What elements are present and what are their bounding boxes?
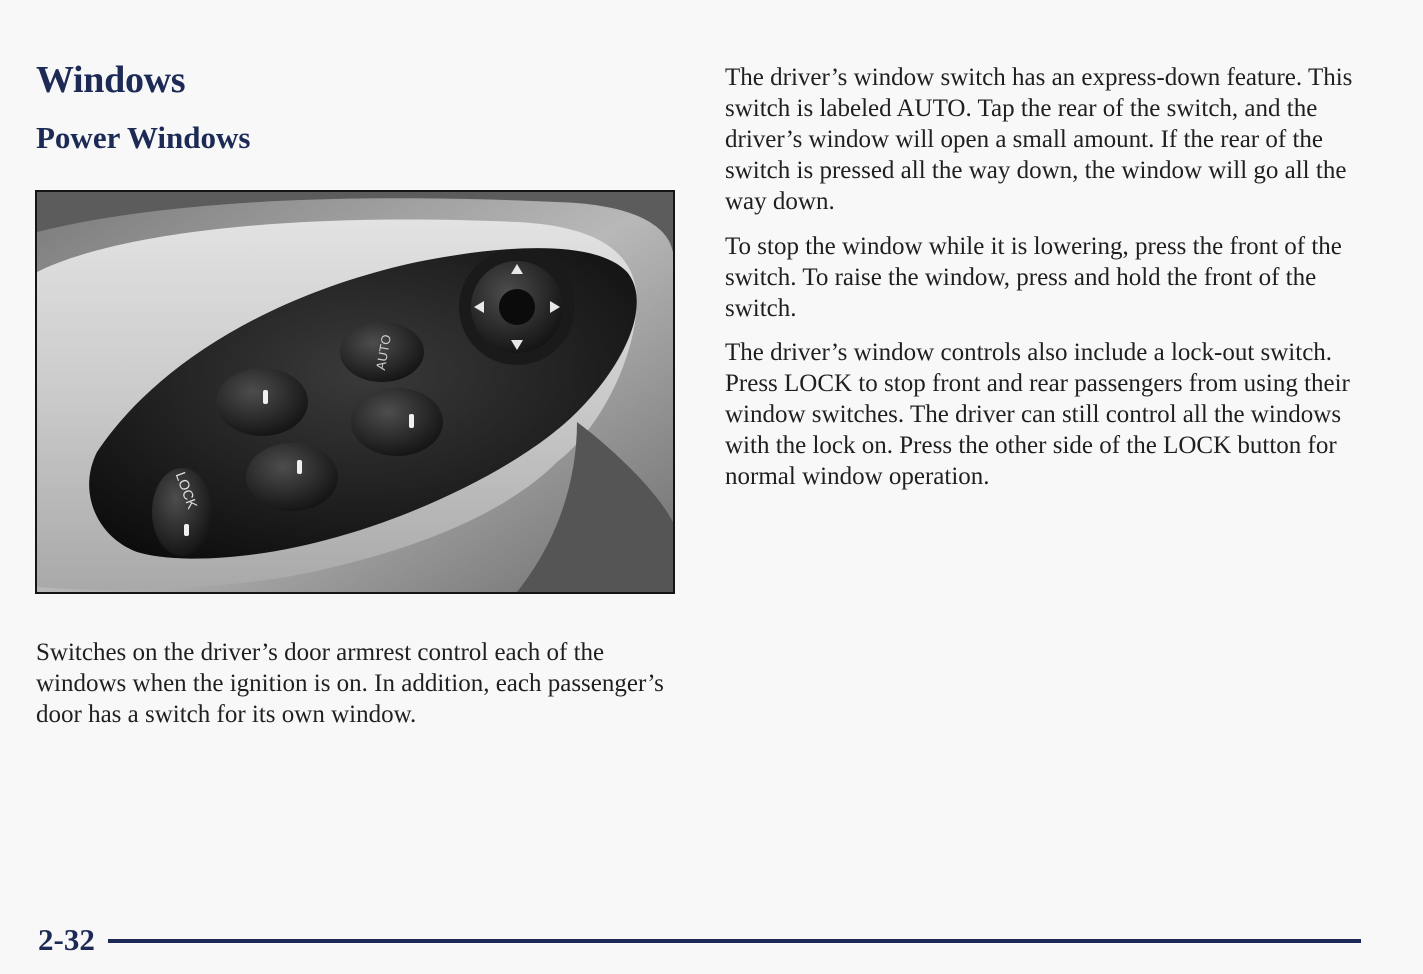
lock-switch: [152, 468, 212, 556]
svg-text:LOCK: LOCK: [172, 469, 201, 511]
auto-window-switch: [340, 322, 424, 382]
power-window-switches-photo: [35, 190, 675, 594]
mirror-control-knob: [459, 249, 575, 365]
window-switch-front-right: [351, 388, 443, 456]
footer-rule: [108, 939, 1361, 943]
paragraph-stop-window: To stop the window while it is lowering, press the front of the switch. To raise the window, press and hold the front of the switch.: [725, 233, 1342, 322]
paragraph-lock-out: The driver’s window controls also include a lock-out switch. Press LOCK to stop front and rear passengers from using their window switches. The driver can still control all the windows with the lock on. Press the other side of the LOCK button for normal window operation.: [725, 339, 1350, 490]
window-switch-rear-left: [246, 443, 338, 511]
page-title: Windows: [36, 59, 186, 101]
svg-text:AUTO: AUTO: [372, 333, 394, 372]
page-footer: [36, 918, 1361, 962]
paragraph-express-down: The driver’s window switch has an express-down feature. This switch is labeled AUTO. Tap the rear of the switch, and the driver’s window will open a small amount. If the rear of the switch is pressed all the way down, the window will go all the way down.: [725, 64, 1353, 215]
page-number: 2-32: [38, 922, 95, 957]
section-title: Power Windows: [36, 120, 251, 155]
photo-caption: Switches on the driver’s door armrest control each of the windows when the ignition is on. In addition, each passenger’s door has a switch for its own window.: [36, 639, 664, 728]
window-switch-front-left: [216, 368, 308, 436]
